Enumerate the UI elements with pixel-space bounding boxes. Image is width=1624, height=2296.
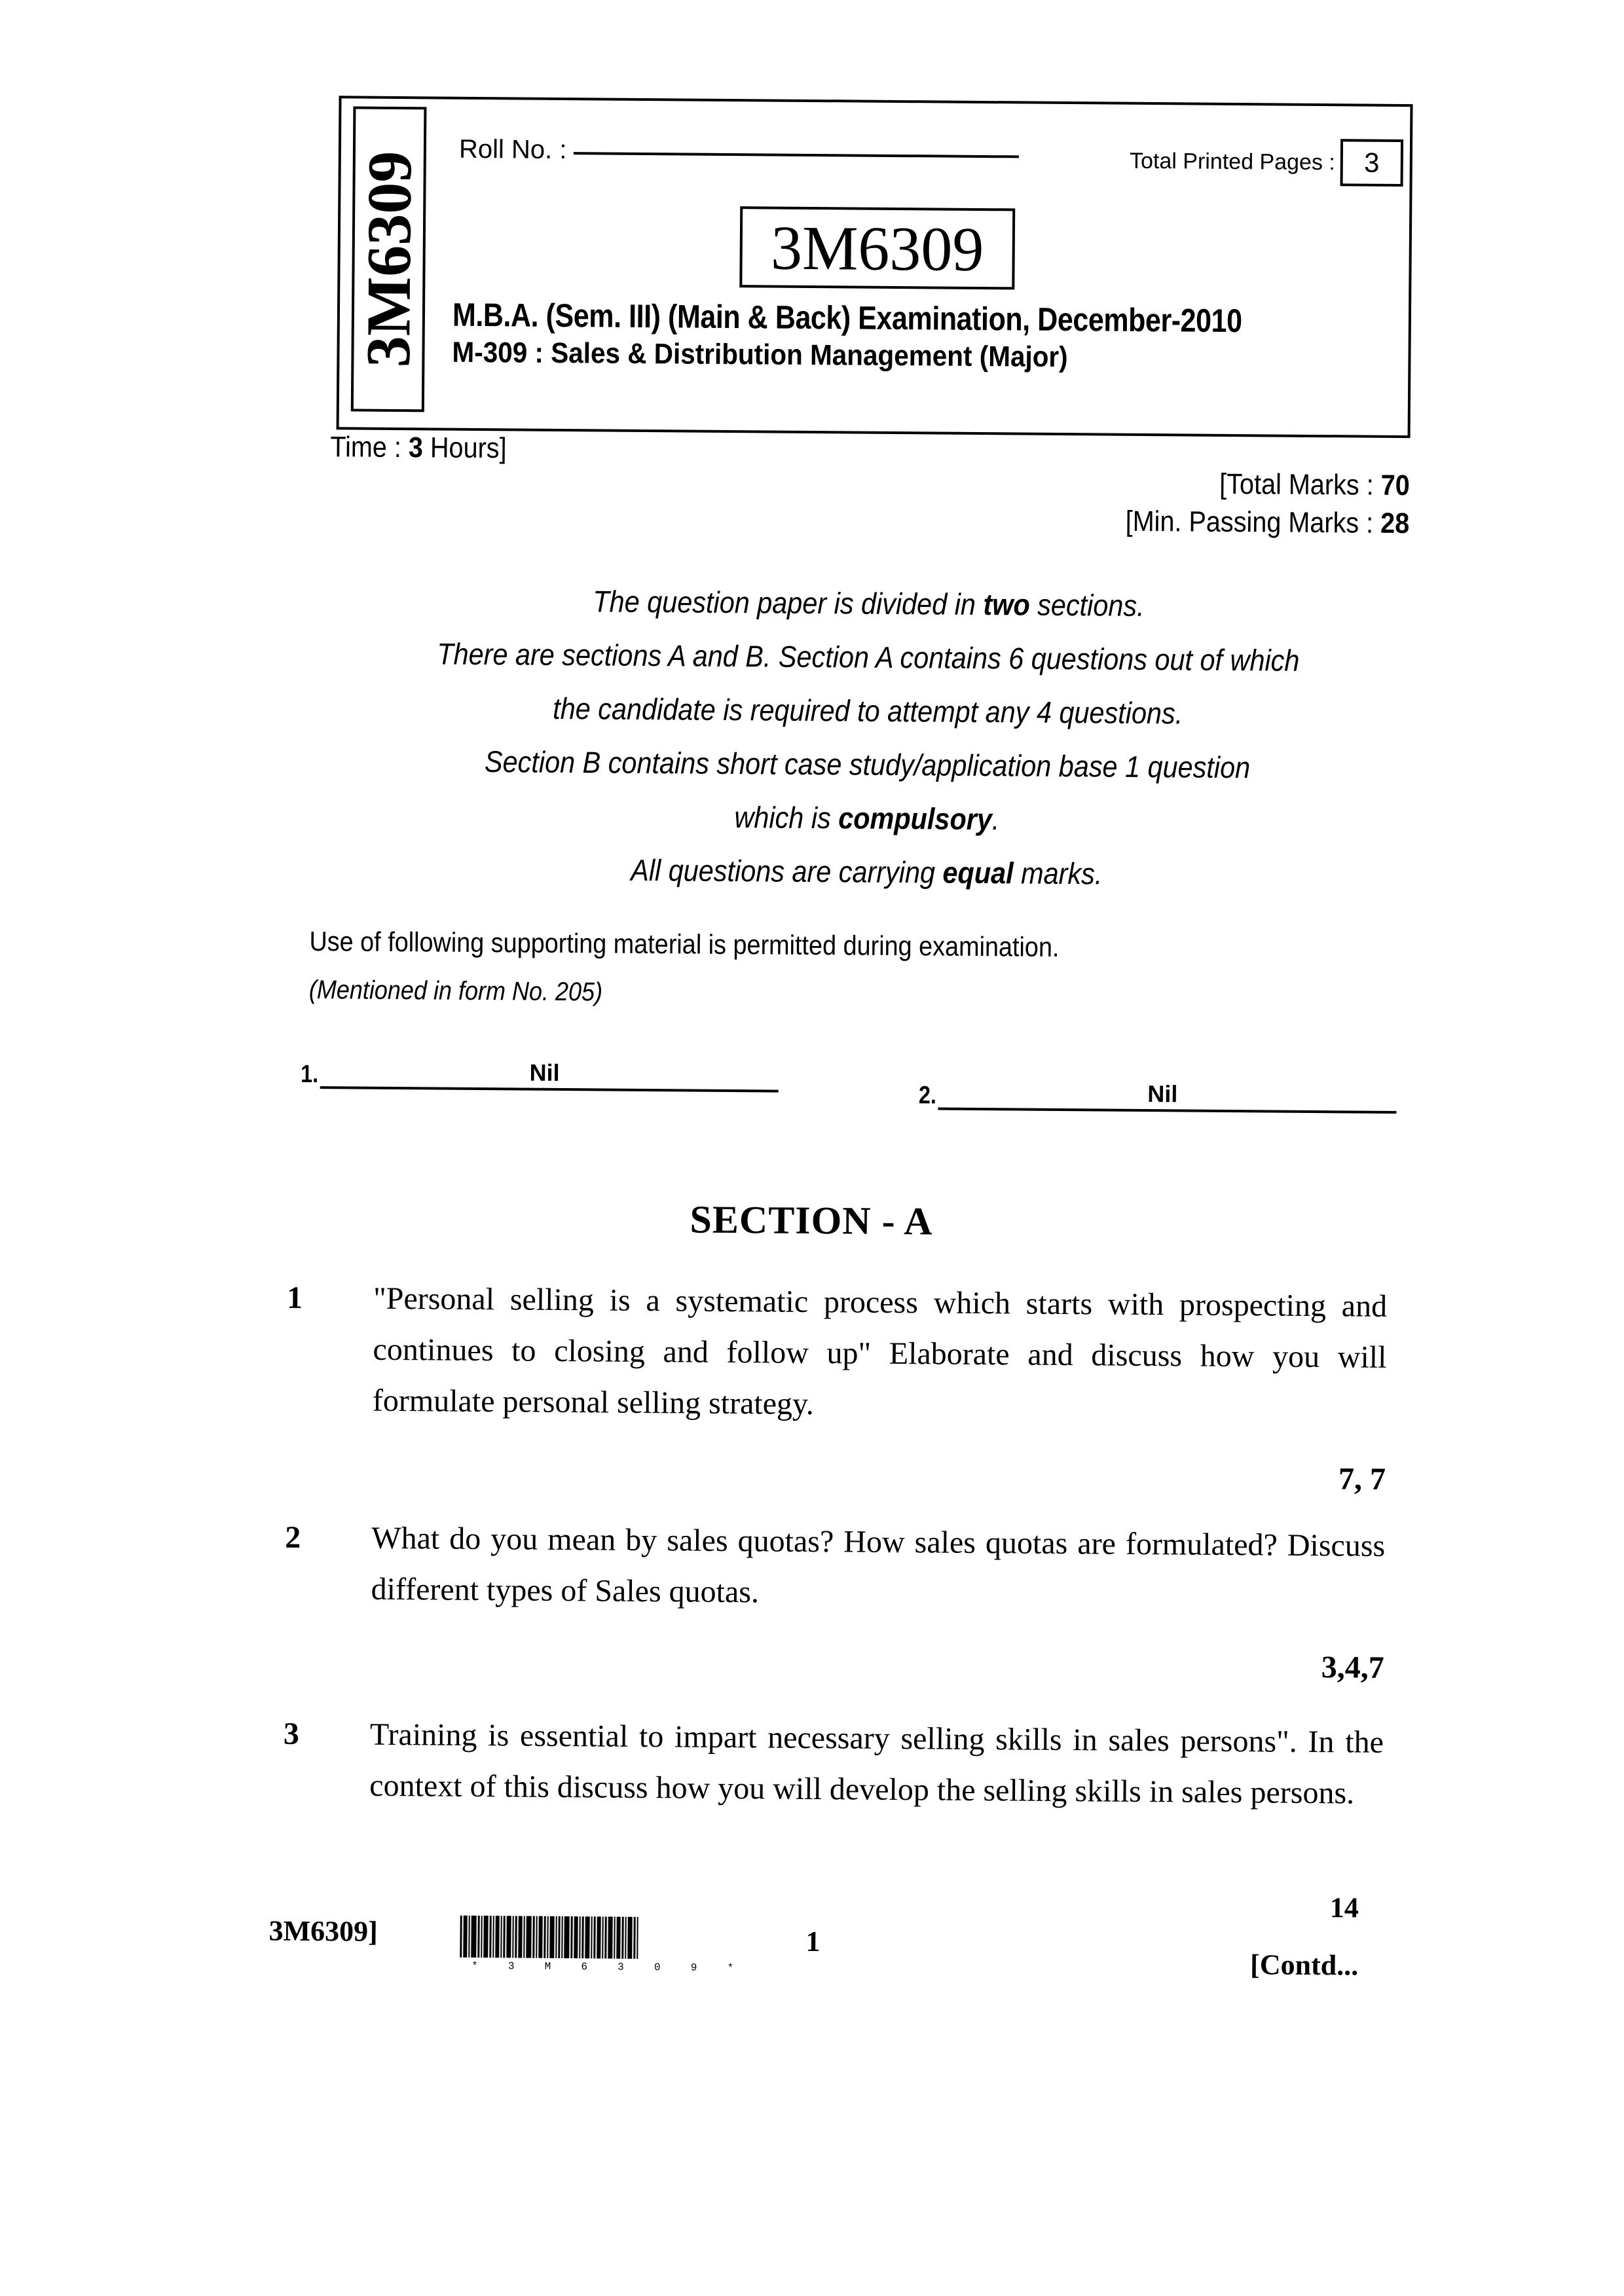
- material-value: Nil: [1147, 1080, 1178, 1108]
- total-pages-label: Total Printed Pages :: [1129, 148, 1335, 175]
- page-number: 1: [805, 1925, 821, 1958]
- roll-number-label: Roll No. :: [458, 134, 567, 165]
- subject-title: M-309 : Sales & Distribution Management (Major): [452, 336, 1068, 374]
- roll-number-field: [459, 135, 1019, 169]
- question: [286, 1273, 1388, 1505]
- instruction-line: All questions are carrying equal marks.: [631, 852, 1103, 891]
- side-code: 3M6309: [352, 151, 425, 368]
- question-number: 1: [286, 1280, 303, 1315]
- continued-label: [Contd...: [1249, 1948, 1359, 1982]
- total-printed-pages: [1130, 137, 1403, 187]
- question-marks: 7, 7: [1338, 1461, 1386, 1497]
- roll-number-line: [573, 152, 1018, 158]
- question-number: 3: [283, 1716, 300, 1751]
- exam-title: M.B.A. (Sem. III) (Main & Back) Examination, December-2010: [452, 296, 1242, 340]
- question: [284, 1512, 1386, 1694]
- total-marks: [Total Marks : 70: [1219, 467, 1411, 502]
- question: [283, 1709, 1384, 1819]
- instruction-line: which is compulsory.: [734, 800, 1000, 837]
- question-text: Training is essential to impart necessary selling skills in sales persons". In the context of this discuss how you will develop the selling skills in sales persons.: [369, 1717, 1384, 1811]
- section-title: SECTION - A: [690, 1197, 933, 1243]
- instruction-line: The question paper is divided in two sections.: [593, 584, 1145, 623]
- supporting-material-text: Use of following supporting material is permitted during examination.: [309, 925, 1060, 962]
- min-passing-marks: [Min. Passing Marks : 28: [1125, 505, 1410, 540]
- instruction-line: the candidate is required to attempt any 4 questions.: [553, 691, 1183, 731]
- supporting-material-item: 2. Nil: [917, 1081, 1396, 1114]
- question-text: "Personal selling is a systematic process which starts with prospecting and continues to closing and follow up" Elaborate and discuss how you will formulate personal selling strategy.: [372, 1281, 1388, 1422]
- side-code-strip: [351, 106, 427, 412]
- instruction-line: There are sections A and B. Section A contains 6 questions out of which: [437, 636, 1300, 678]
- instruction-line: Section B contains short case study/application base 1 question: [484, 744, 1251, 785]
- question-marks: 3,4,7: [1321, 1650, 1384, 1685]
- question-number: 2: [285, 1520, 301, 1555]
- supporting-material-note: (Mentioned in form No. 205): [308, 975, 603, 1007]
- barcode-text: * 3 M 6 3 0 9 *: [471, 1959, 734, 1975]
- question-marks: 14: [1329, 1891, 1359, 1924]
- exam-duration: Time : 3 Hours]: [330, 431, 507, 465]
- question-text: What do you mean by sales quotas? How sales quotas are formulated? Discuss different types of Sales quotas.: [371, 1520, 1386, 1610]
- supporting-material-item: 1. Nil: [299, 1060, 779, 1093]
- footer-paper-code: 3M6309]: [268, 1914, 378, 1948]
- paper-code: 3M6309: [739, 206, 1015, 289]
- barcode: [460, 1916, 740, 1959]
- total-pages-value: 3: [1340, 139, 1404, 187]
- instructions: [316, 572, 1419, 903]
- material-value: Nil: [529, 1059, 560, 1086]
- header-box: [337, 96, 1413, 438]
